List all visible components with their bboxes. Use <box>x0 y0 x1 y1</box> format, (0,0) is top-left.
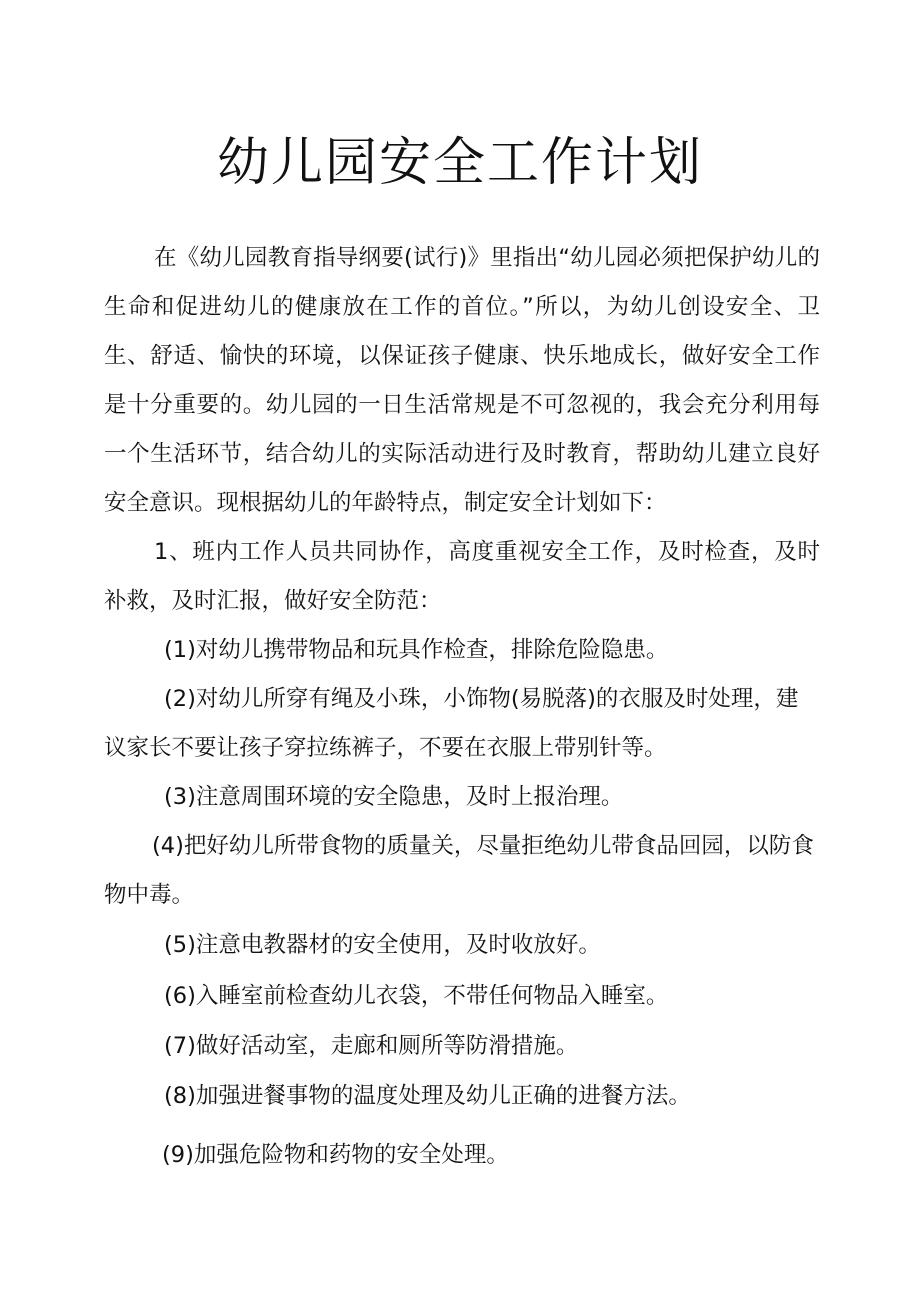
list-item: (7)做好活动室，走廊和厕所等防滑措施。 <box>164 1033 579 1059</box>
list-item: (9)加强危险物和药物的安全处理。 <box>162 1142 509 1168</box>
list-item: (5)注意电教器材的安全使用，及时收放好。 <box>164 932 601 958</box>
list-item: (1)对幼儿携带物品和玩具作检查，排除危险隐患。 <box>164 637 669 663</box>
list-item: (6)入睡室前检查幼儿衣袋，不带任何物品入睡室。 <box>164 983 669 1009</box>
list-item: (2)对幼儿所穿有绳及小珠，小饰物(易脱落)的衣服及时处理，建议家长不要让孩子穿拉练裤子，不要在衣服上带别针等。 <box>104 686 799 761</box>
list-item: (4)把好幼儿所带食物的质量关，尽量拒绝幼儿带食品回园，以防食物中毒。 <box>104 833 814 908</box>
intro-paragraph: 在《幼儿园教育指导纲要(试行)》里指出“幼儿园必须把保护幼儿的生命和促进幼儿的健康放在工作的首位。”所以，为幼儿创设安全、卫生、舒适、愉快的环境，以保证孩子健康、快乐地成长，做好安全工作是十分重要的。幼儿园的一日生活常规是不可忽视的，我会充分利用每一个生活环节，结合幼儿的实际活动进行及时教育，帮助幼儿建立良好安全意识。现根据幼儿的年龄特点，制定安全计划如下： <box>104 245 820 516</box>
document-title: 幼儿园安全工作计划 <box>216 133 703 193</box>
section-1-paragraph: 1、班内工作人员共同协作，高度重视安全工作，及时检查，及时补救，及时汇报，做好安全防范： <box>104 539 820 614</box>
list-item: (8)加强进餐事物的温度处理及幼儿正确的进餐方法。 <box>164 1083 691 1109</box>
list-item: (3)注意周围环境的安全隐患，及时上报治理。 <box>164 784 624 810</box>
